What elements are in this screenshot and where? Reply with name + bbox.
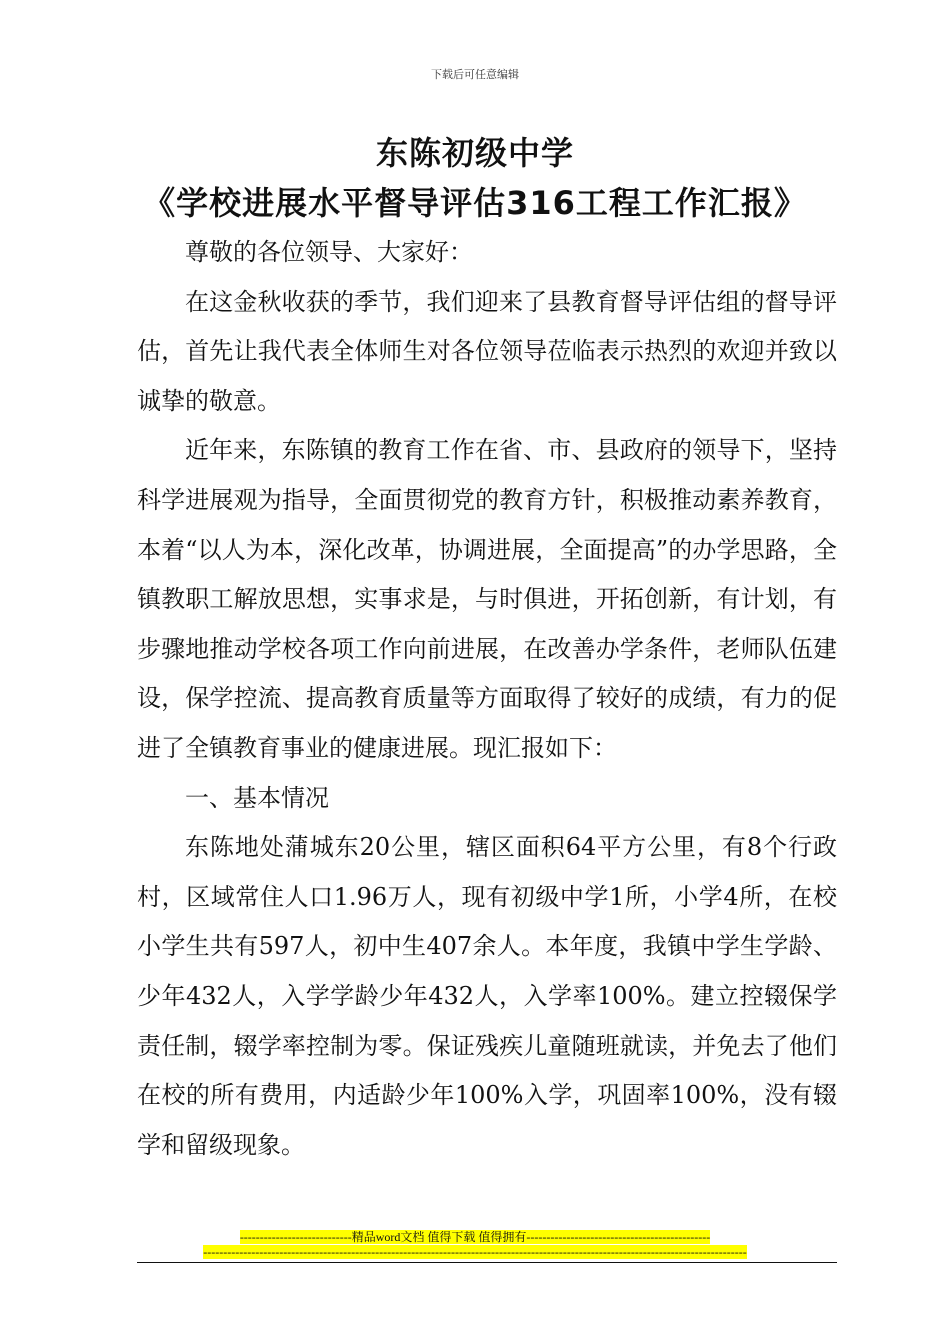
paragraph-basic-situation: 东陈地处蒲城东20公里，辖区面积64平方公里，有8个行政村，区域常住人口1.96万人，现有初级中学1所，小学4所，在校小学生共有597人，初中生407余人。本年度，我镇中学生学龄、少年432人，入学学龄少年432人，入学率100%。建立控辍保学责任制，辍学率控制为零。保证残疾儿童随班就读，并免去了他们在校的所有费用，内适龄少年100%入学，巩固率100%，没有辍学和留级现象。 xyxy=(137,833,837,1159)
section-heading-basic-situation: 一、基本情况 xyxy=(185,783,329,812)
footer-banner-text: ----------------------------精品word文档 值得下载 值得拥有---------------------------------------------- xyxy=(239,1230,711,1244)
document-body xyxy=(137,228,837,1170)
page-header-note: 下载后可任意编辑 xyxy=(431,68,519,81)
paragraph-welcome: 在这金秋收获的季节，我们迎来了县教育督导评估组的督导评估，首先让我代表全体师生对各位领导莅临表示热烈的欢迎并致以诚挚的敬意。 xyxy=(137,287,837,415)
footer-rule xyxy=(137,1262,837,1263)
footer-dash-line xyxy=(0,1245,950,1259)
footer-banner xyxy=(0,1230,950,1244)
paragraph-greeting: 尊敬的各位领导、大家好： xyxy=(185,238,473,266)
document-title-school: 东陈初级中学 xyxy=(375,134,574,172)
footer-dash-text: ---------------------------------------------------------------------------------------------------------------------------------------- xyxy=(203,1245,747,1259)
paragraph-overview: 近年来，东陈镇的教育工作在省、市、县政府的领导下，坚持科学进展观为指导，全面贯彻党的教育方针，积极推动素养教育，本着“以人为本，深化改革，协调进展，全面提高”的办学思路，全镇教职工解放思想，实事求是，与时俱进，开拓创新，有计划，有步骤地推动学校各项工作向前进展，在改善办学条件，老师队伍建设，保学控流、提高教育质量等方面取得了较好的成绩，有力的促进了全镇教育事业的健康进展。现汇报如下： xyxy=(137,436,837,762)
document-title-report: 《学校进展水平督导评估316工程工作汇报》 xyxy=(143,184,807,222)
